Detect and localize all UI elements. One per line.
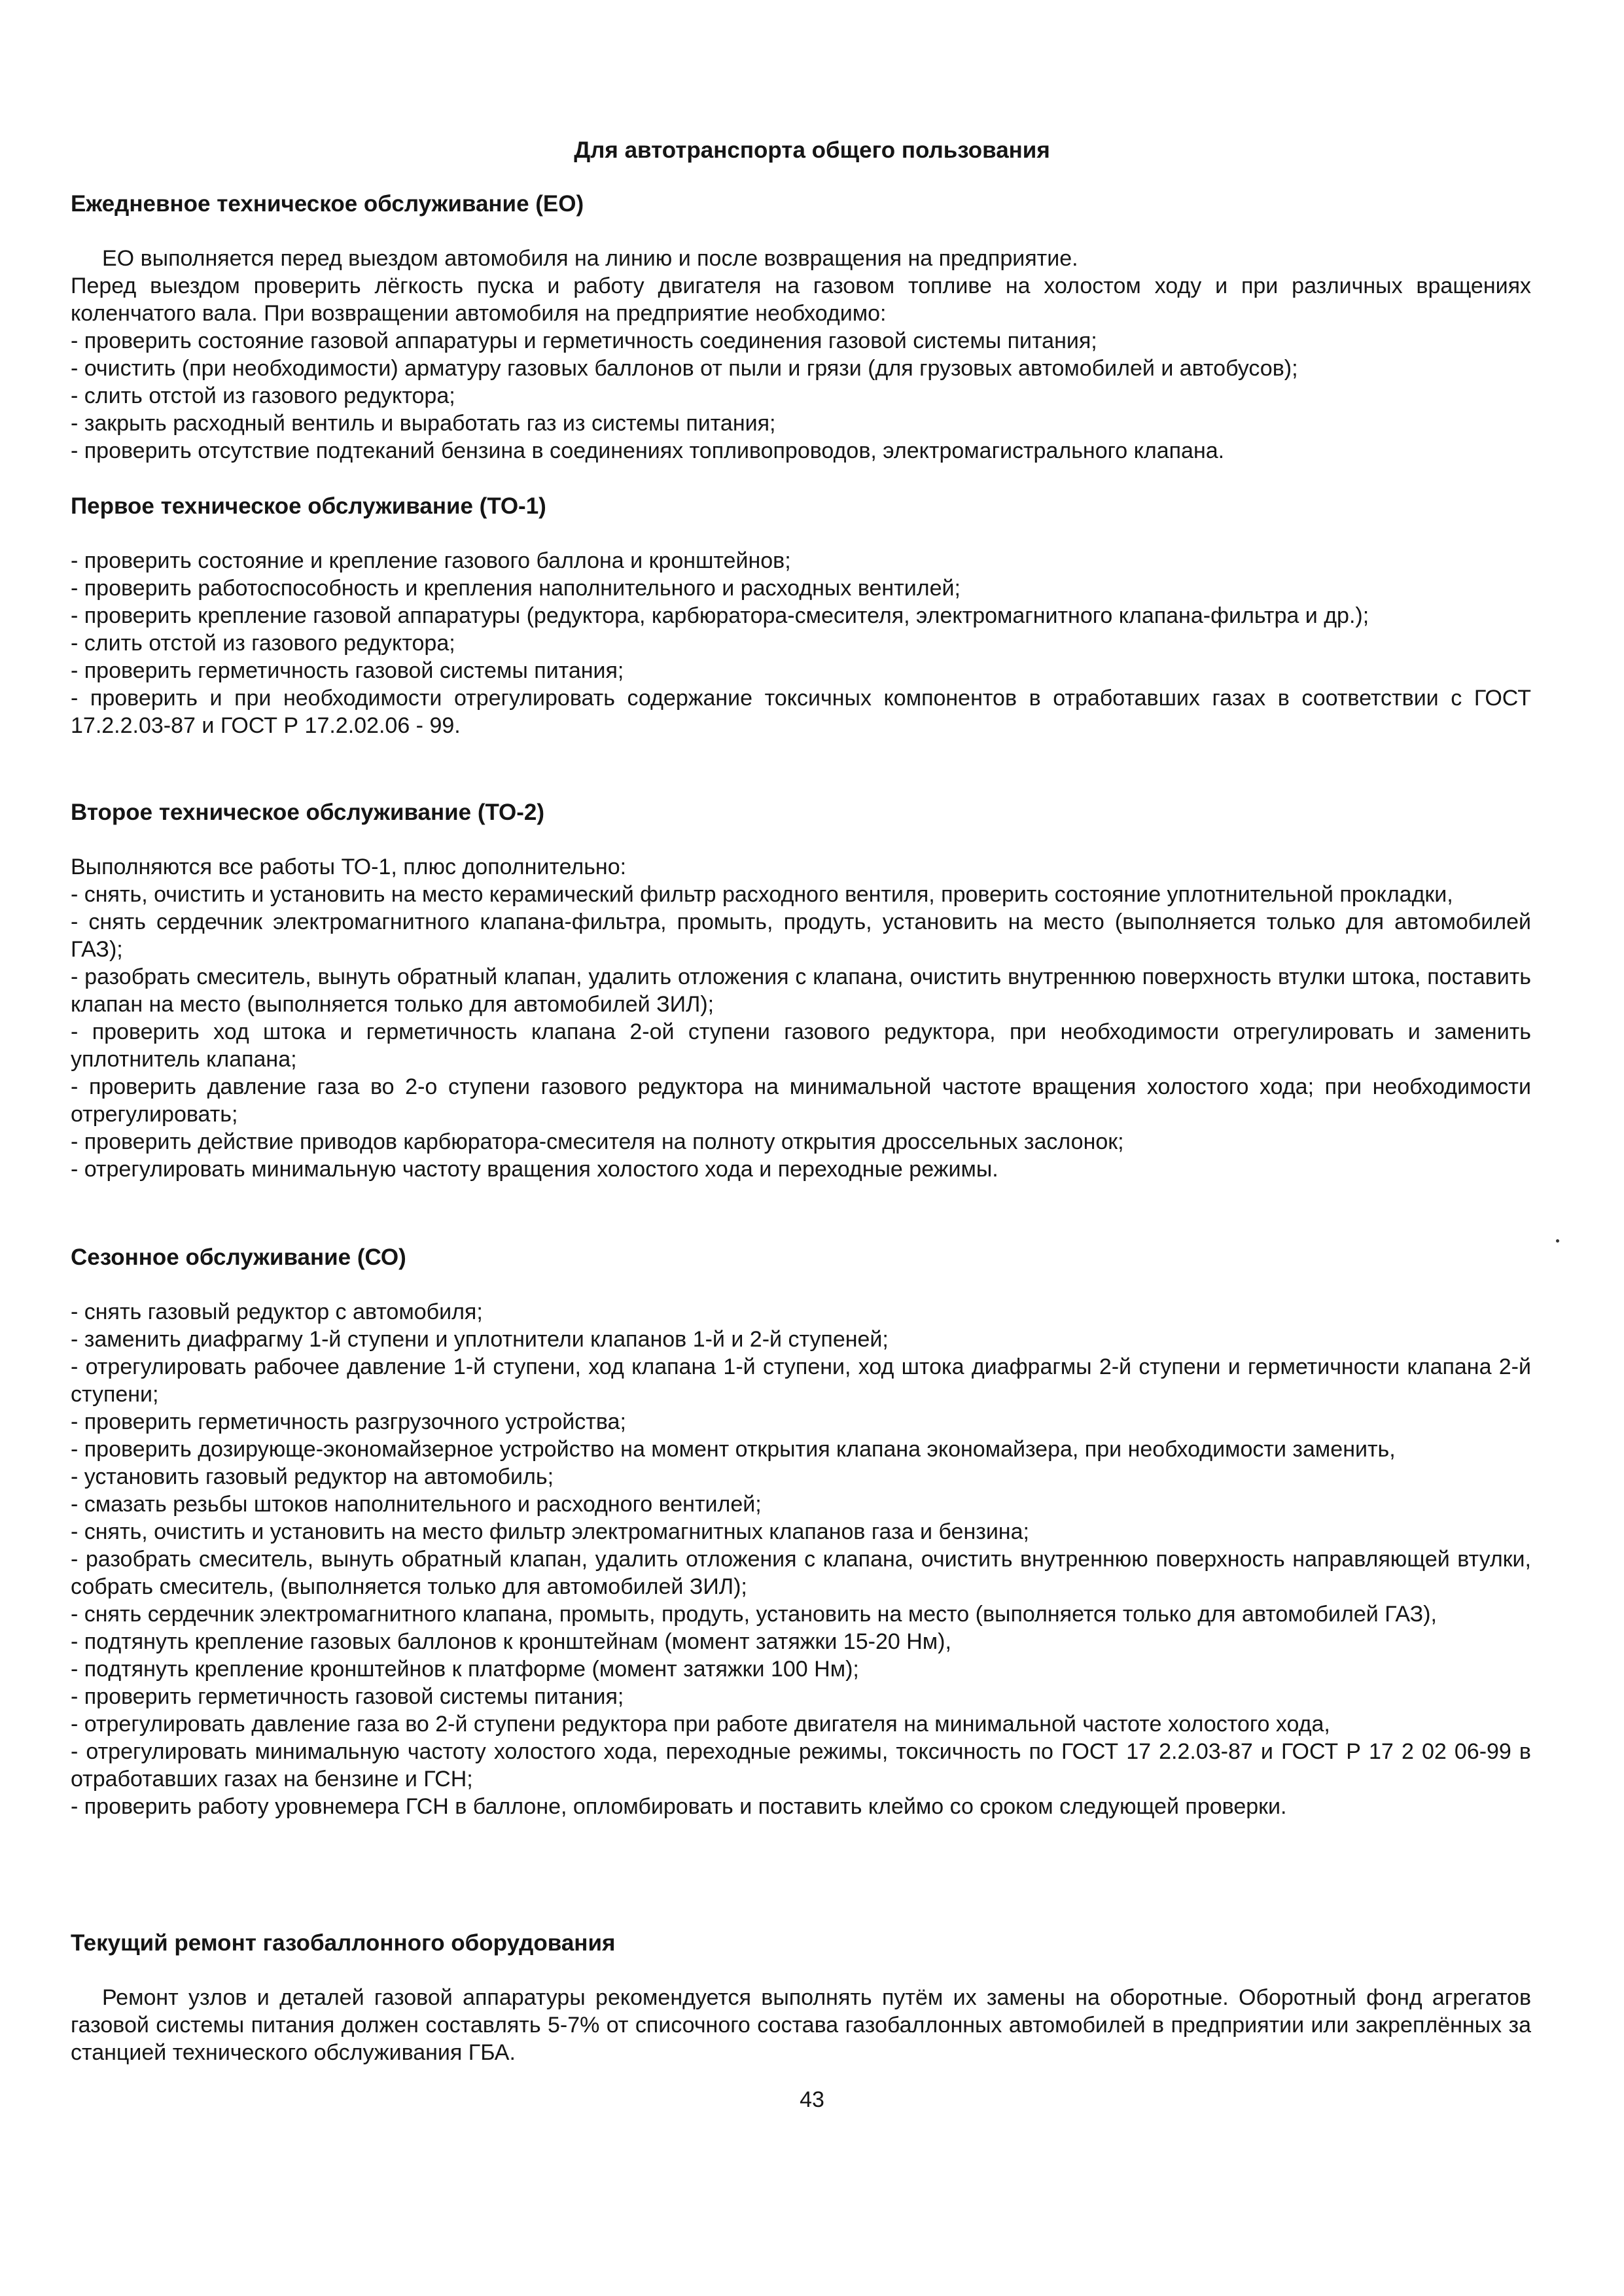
to1-checklist bbox=[71, 547, 1531, 739]
list-item: - подтянуть крепление газовых баллонов к кронштейнам (момент затяжки 15-20 Нм), bbox=[71, 1629, 951, 1654]
list-item: - заменить диафрагму 1-й ступени и уплотнители клапанов 1-й и 2-й ступеней; bbox=[71, 1327, 889, 1352]
so-checklist bbox=[71, 1298, 1531, 1820]
repair-paragraph: Ремонт узлов и деталей газовой аппаратуры рекомендуется выполнять путём их замены на оборотные. Оборотный фонд агрегатов газовой системы питания должен составлять 5-7% от списочного состава газобаллонных автомобилей в предприятии или закреплённых за станцией технического обслуживания ГБА. bbox=[71, 1985, 1531, 2065]
list-item: - отрегулировать минимальную частоту вращения холостого хода и переходные режимы. bbox=[71, 1157, 998, 1182]
list-item: - отрегулировать рабочее давление 1-й ступени, ход клапана 1-й ступени, ход штока диафрагмы 2-й ступени и герметичности клапана 2-й ступени; bbox=[71, 1354, 1531, 1407]
list-item: - установить газовый редуктор на автомобиль; bbox=[71, 1464, 554, 1489]
eo-intro: ЕО выполняется перед выездом автомобиля на линию и после возвращения на предприятие. bbox=[102, 246, 1078, 271]
list-item: - отрегулировать минимальную частоту холостого хода, переходные режимы, токсичность по ГОСТ 17 2.2.03-87 и ГОСТ Р 17 2 02 06-99 в отработавших газах на бензине и ГСН; bbox=[71, 1739, 1531, 1792]
list-item: - проверить крепление газовой аппаратуры (редуктора, карбюратора-смесителя, электромагнитного клапана-фильтра и др.); bbox=[71, 603, 1369, 628]
list-item: - разобрать смеситель, вынуть обратный клапан, удалить отложения с клапана, очистить внутреннюю поверхность втулки штока, поставить клапан на место (выполняется только для автомобилей ЗИЛ); bbox=[71, 964, 1531, 1017]
section-heading-eo: Ежедневное техническое обслуживание (ЕО) bbox=[71, 191, 584, 217]
list-item: - отрегулировать давление газа во 2-й ступени редуктора при работе двигателя на минимальной частоте холостого хода, bbox=[71, 1712, 1330, 1737]
list-item: - проверить и при необходимости отрегулировать содержание токсичных компонентов в отработавших газах в соответствии с ГОСТ 17.2.2.03-87 и ГОСТ Р 17.2.02.06 - 99. bbox=[71, 686, 1531, 738]
list-item: - закрыть расходный вентиль и выработать газ из системы питания; bbox=[71, 411, 776, 436]
eo-paragraph: Перед выездом проверить лёгкость пуска и работу двигателя на газовом топливе на холостом ходу и при различных вращениях коленчатого вала. При возвращении автомобиля на предприятие необходимо: bbox=[71, 274, 1531, 326]
list-item: - проверить работоспособность и крепления наполнительного и расходных вентилей; bbox=[71, 576, 961, 601]
list-item: - снять, очистить и установить на место керамический фильтр расходного вентиля, проверить состояние уплотнительной прокладки, bbox=[71, 882, 1453, 907]
list-item: - очистить (при необходимости) арматуру газовых баллонов от пыли и грязи (для грузовых автомобилей и автобусов); bbox=[71, 356, 1298, 381]
list-item: - снять, очистить и установить на место фильтр электромагнитных клапанов газа и бензина; bbox=[71, 1519, 1029, 1544]
list-item: - снять сердечник электромагнитного клапана, промыть, продуть, установить на место (выполняется только для автомобилей ГАЗ), bbox=[71, 1602, 1437, 1627]
list-item: - проверить герметичность разгрузочного устройства; bbox=[71, 1409, 626, 1434]
eo-checklist bbox=[71, 327, 1531, 465]
list-item: - проверить отсутствие подтеканий бензина в соединениях топливопроводов, электромагистрального клапана. bbox=[71, 438, 1225, 463]
list-item: - проверить дозирующе-экономайзерное устройство на момент открытия клапана экономайзера, при необходимости заменить, bbox=[71, 1437, 1396, 1462]
list-item: - снять сердечник электромагнитного клапана-фильтра, промыть, продуть, установить на место (выполняется только для автомобилей ГАЗ); bbox=[71, 910, 1531, 962]
list-item: - проверить давление газа во 2-о ступени газового редуктора на минимальной частоте вращения холостого хода; при необходимости отрегулировать; bbox=[71, 1074, 1531, 1127]
page-number: 43 bbox=[800, 2087, 824, 2112]
section-daily-maintenance bbox=[71, 190, 1531, 465]
list-item: - проверить работу уровнемера ГСН в баллоне, опломбировать и поставить клеймо со сроком следующей проверки. bbox=[71, 1794, 1287, 1819]
section-heading-to2: Второе техническое обслуживание (ТО-2) bbox=[71, 800, 545, 825]
section-heading-so: Сезонное обслуживание (СО) bbox=[71, 1245, 406, 1270]
section-to2 bbox=[71, 798, 1531, 1183]
list-item: - проверить действие приводов карбюратора-смесителя на полноту открытия дроссельных заслонок; bbox=[71, 1129, 1124, 1154]
to2-intro: Выполняются все работы ТО-1, плюс дополнительно: bbox=[71, 855, 627, 879]
section-current-repair bbox=[71, 1929, 1531, 2066]
scan-speck bbox=[1556, 1239, 1559, 1243]
list-item: - снять газовый редуктор с автомобиля; bbox=[71, 1299, 483, 1324]
section-seasonal-maintenance bbox=[71, 1243, 1531, 1820]
list-item: - разобрать смеситель, вынуть обратный клапан, удалить отложения с клапана, очистить внутреннюю поверхность направляющей втулки, собрать смеситель, (выполняется только для автомобилей ЗИЛ); bbox=[71, 1547, 1531, 1599]
list-item: - смазать резьбы штоков наполнительного и расходного вентилей; bbox=[71, 1492, 762, 1517]
section-heading-to1: Первое техническое обслуживание (ТО-1) bbox=[71, 493, 546, 519]
list-item: - проверить герметичность газовой системы питания; bbox=[71, 1684, 624, 1709]
to2-checklist bbox=[71, 881, 1531, 1183]
list-item: - подтянуть крепление кронштейнов к платформе (момент затяжки 100 Нм); bbox=[71, 1657, 859, 1682]
list-item: - слить отстой из газового редуктора; bbox=[71, 631, 455, 656]
list-item: - проверить состояние газовой аппаратуры и герметичность соединения газовой системы питания; bbox=[71, 328, 1097, 353]
list-item: - слить отстой из газового редуктора; bbox=[71, 383, 455, 408]
document-title: Для автотранспорта общего пользования bbox=[574, 137, 1050, 163]
section-to1 bbox=[71, 492, 1531, 739]
section-heading-repair: Текущий ремонт газобаллонного оборудования bbox=[71, 1930, 616, 1956]
list-item: - проверить герметичность газовой системы питания; bbox=[71, 658, 624, 683]
list-item: - проверить ход штока и герметичность клапана 2-ой ступени газового редуктора, при необходимости отрегулировать и заменить уплотнитель клапана; bbox=[71, 1019, 1531, 1072]
list-item: - проверить состояние и крепление газового баллона и кронштейнов; bbox=[71, 548, 791, 573]
